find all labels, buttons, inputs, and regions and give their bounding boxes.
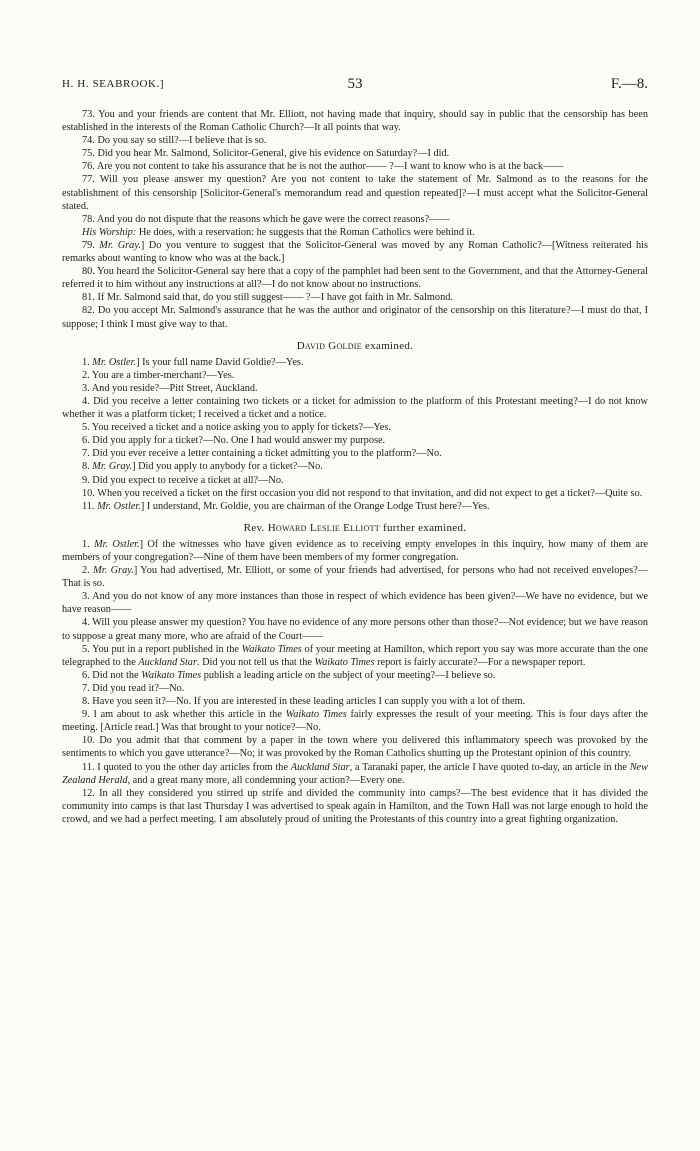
elliott-heading [62,522,648,535]
evidence-paragraph: 6. Did not the Waikato Times publish a leading article on the subject of your meeting?—I believe so. [82,669,496,681]
evidence-paragraph: 77. Will you please answer my question? Are you not content to take the statement of Mr. Salmond as to the reasons for the establishment of this censorship [Solicitor-General's memorandum read and question repeated]?—I must accept what the Solicitor-General stated. [62,174,648,212]
elliott-heading-name: Howard Leslie Elliott [267,521,380,534]
goldie-heading-rest: examined. [365,339,414,352]
elliott-heading-rest: further examined. [383,521,467,534]
evidence-paragraph: 82. Do you accept Mr. Salmond's assurance that he was the author and originator of the censorship on this literature?—I must do that, I suppose; I think I must give way to that. [62,305,648,330]
evidence-paragraph: 4. Did you receive a letter containing two tickets or a ticket for admission to the platform of this Protestant meeting?—I do not know whether it was a platform ticket; I received a ticket and a notice. [62,395,648,421]
evidence-paragraph: 8. Have you seen it?—No. If you are interested in these leading articles I can supply you with a lot of them. [82,696,526,708]
goldie-evidence-section [62,356,648,513]
goldie-heading [62,340,648,353]
document-body [62,108,648,826]
evidence-paragraph: 4. Will you please answer my question? You have no evidence of any more persons other than those?—Not evidence; but we have reason to suppose a great many more, who are afraid of the Court—— [62,617,648,642]
evidence-paragraph: 8. Mr. Gray.] Did you apply to anybody for a ticket?—No. [82,461,323,473]
goldie-heading-name: Goldie [328,339,362,352]
evidence-paragraph: 5. You put in a report published in the Waikato Times of your meeting at Hamilton, which report you say was more accurate than the one telegraphed to the Auckland Star. Did you not tell us that the Waikato Times report is fairly accurate?—For a newspaper report. [62,643,648,668]
evidence-paragraph: 10. When you received a ticket on the first occasion you did not respond to that invitation, and did not expect to get a ticket?—Quite so. [82,487,643,499]
page-number: 53 [347,76,363,92]
evidence-paragraph: 79. Mr. Gray.] Do you venture to suggest that the Solicitor-General was moved by any Roman Catholic?—[Witness reiterated his remarks about wanting to know who was at the back.] [62,239,648,265]
paper-reference: F.—8. [610,76,648,92]
evidence-paragraph: 5. You received a ticket and a notice asking you to apply for tickets?—Yes. [82,422,391,434]
evidence-paragraph: His Worship: He does, with a reservation: he suggests that the Roman Catholics were behind it. [82,226,475,238]
elliott-evidence-section [62,538,648,826]
evidence-paragraph: 78. And you do not dispute that the reasons which he gave were the correct reasons?—— [82,213,450,225]
evidence-paragraph: 2. You are a timber-merchant?—Yes. [82,369,235,381]
evidence-paragraph: 11. I quoted to you the other day articles from the Auckland Star, a Taranaki paper, the article I have quoted to-day, an article in the New Zealand Herald, and a great many more, all condemning your action?—Every one. [62,761,648,786]
evidence-paragraph: 73. You and your friends are content that Mr. Elliott, not having made that inquiry, should say in public that the censorship has been established in the interests of the Roman Catholic Church?—It all points that way. [62,109,648,134]
evidence-paragraph: 9. Did you expect to receive a ticket at all?—No. [82,474,284,486]
seabrook-evidence-section [62,108,648,331]
evidence-paragraph: 6. Did you apply for a ticket?—No. One I had would answer my purpose. [82,435,386,447]
evidence-paragraph: 7. Did you read it?—No. [82,682,185,694]
evidence-paragraph: 80. You heard the Solicitor-General say here that a copy of the pamphlet had been sent to the Government, and that the Attorney-General referred it to him without any instructions at all?—I do not know about no instructions. [62,266,648,291]
evidence-paragraph: 9. I am about to ask whether this article in the Waikato Times fairly expresses the result of your meeting. This is four days after the meeting. [Article read.] Was that brought to your notice?—No. [62,709,649,734]
evidence-paragraph: 3. And you reside?—Pitt Street, Auckland. [82,382,258,394]
evidence-paragraph: 1. Mr. Ostler.] Is your full name David Goldie?—Yes. [82,356,304,368]
evidence-paragraph: 75. Did you hear Mr. Salmond, Solicitor-General, give his evidence on Saturday?—I did. [82,148,450,160]
page-header [62,76,648,96]
evidence-paragraph: 81. If Mr. Salmond said that, do you still suggest—— ?—I have got faith in Mr. Salmond. [82,292,453,304]
evidence-paragraph: 7. Did you ever receive a letter containing a ticket admitting you to the platform?—No. [82,448,442,460]
evidence-paragraph: 76. Are you not content to take his assurance that he is not the author—— ?—I want to know who is at the back—— [82,161,564,173]
evidence-paragraph: 1. Mr. Ostler.] Of the witnesses who have given evidence as to receiving empty envelopes in this inquiry, how many of them are members of your congregation?—Nine of them have been members of my former congregation. [62,538,648,563]
evidence-paragraph: 74. Do you say so still?—I believe that is so. [82,135,267,147]
evidence-paragraph: 3. And you do not know of any more instances than those in respect of which evidence has been given?—We have no evidence, but we have reason—— [62,591,648,616]
evidence-paragraph: 11. Mr. Ostler.] I understand, Mr. Goldie, you are chairman of the Orange Lodge Trust here?—Yes. [82,500,490,512]
evidence-paragraph: 12. In all they considered you stirred up strife and divided the community into camps?—The best evidence that it has divided the community into camps is that last Thursday I was advertised to speak again in Hamilton, and the Town Hall was not large enough to hold the crowd, and we had a perfect meeting. I am absolutely proud of uniting the Protestants of this country into a great fighting organization. [62,787,648,825]
goldie-heading-first: David [296,339,326,352]
elliott-heading-first: Rev. [243,521,265,534]
header-witness-name: H. H. SEABROOK.] [62,78,165,90]
evidence-paragraph: 10. Do you admit that that comment by a paper in the town where you delivered this inflammatory speech was provoked by the sentiments to which you gave utterance?—No; it was provoked by the Roman Catholics shutting up the Protestant opinion of this country. [62,735,648,760]
evidence-paragraph: 2. Mr. Gray.] You had advertised, Mr. Elliott, or some of your friends had advertised, for persons who had not received envelopes?—That is so. [62,565,648,590]
